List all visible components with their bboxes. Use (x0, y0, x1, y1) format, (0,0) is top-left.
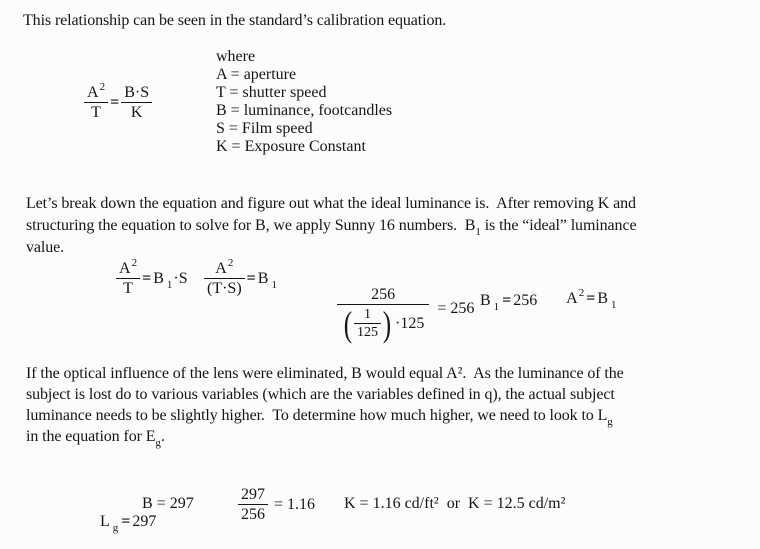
eq3c-den: 256 (238, 504, 268, 524)
where-block (216, 48, 392, 156)
where-item-exposure-constant: K = Exposure Constant (216, 138, 366, 155)
optical-line-3 (26, 405, 624, 426)
eg-subscript: g (155, 437, 161, 449)
eq2a-num-base: A (119, 260, 131, 277)
eq-297-over-256 (238, 486, 315, 525)
breakdown-line-1: Let’s break down the equation and figure out what the ideal luminance is. After removing K and (26, 195, 636, 212)
eq2a-rhs-subscript: 1 (166, 279, 173, 292)
eq1-rhs-fraction (121, 84, 152, 123)
eq2a-equals: = (142, 270, 152, 288)
eq2e-rhs-base: B (597, 290, 608, 307)
eq-b1-equals-256 (464, 274, 537, 328)
eq2a-rhs-base: B (153, 270, 164, 288)
optical-influence-paragraph (26, 363, 624, 447)
eq2b-equals: = (246, 270, 256, 288)
eq2d-value: 256 (513, 292, 538, 309)
eq2e-base: A (566, 290, 578, 307)
eq2c-times-factor: ·125 (395, 315, 425, 333)
eq1-rhs-den: K (121, 102, 152, 122)
lg-subscript: g (607, 416, 613, 428)
eq2d-equals: = (502, 292, 512, 309)
eq2b-num-exponent: 2 (227, 257, 234, 269)
eq2d-subscript: 1 (493, 301, 500, 313)
left-paren: ( (343, 304, 353, 345)
eq1-lhs-num-base: A (87, 84, 99, 101)
optical-line-2: subject is lost do to various variables (which are the variables defined in q), the actual subject (26, 386, 615, 403)
eq2c-inner-den: 125 (354, 323, 381, 341)
eq2b-num-base: A (215, 260, 227, 277)
where-item-shutter-speed: T = shutter speed (216, 84, 327, 101)
eq-a2-over-t-equals-b1s (116, 257, 188, 299)
eq-a2-equals-b1 (551, 272, 617, 326)
eq2c-inner-num: 1 (364, 307, 371, 323)
eq2e-equals: = (586, 290, 596, 307)
eq3c-result: = 1.16 (274, 496, 316, 514)
where-item-film-speed: S = Film speed (216, 120, 313, 137)
eq2e-exponent: 2 (578, 287, 585, 299)
eq2c-num: 256 (371, 286, 396, 303)
eq2c-result: = 256 (437, 300, 475, 317)
optical-line-4-post: . (160, 428, 165, 445)
eq1-equals: = (110, 94, 120, 112)
eq3a-value: 297 (132, 513, 157, 530)
eq2b-den: (T·S) (204, 278, 245, 298)
where-title: where (216, 48, 256, 65)
eq2a-den: T (116, 278, 140, 298)
where-item-luminance: B = luminance, footcandles (216, 102, 393, 119)
intro-paragraph (23, 10, 446, 32)
breakdown-paragraph (26, 193, 636, 259)
breakdown-line-2-post: is the “ideal” luminance (480, 217, 637, 234)
right-paren: ) (382, 304, 392, 345)
eq-b-equals-297: B = 297 (142, 495, 194, 512)
where-item-aperture: A = aperture (216, 66, 297, 83)
eq1-lhs-fraction (84, 81, 108, 123)
eq1-lhs-den: T (84, 102, 108, 122)
eq2b-rhs-base: B (257, 270, 269, 288)
breakdown-line-2-pre: structuring the equation to solve for B, we apply Sunny 16 numbers. B (26, 217, 476, 234)
optical-line-4 (26, 426, 624, 447)
eq1-rhs-num: B·S (124, 84, 150, 101)
optical-line-1: If the optical influence of the lens were eliminated, B would equal A². As the luminance of the (26, 365, 624, 382)
eq-k-constant-values: K = 1.16 cd/ft² or K = 12.5 cd/m² (344, 495, 566, 512)
eq-a2-over-ts-equals-b1 (204, 257, 278, 299)
eq2a-rhs-tail: ·S (173, 270, 188, 288)
eq-256-over-shutter-film (321, 268, 474, 360)
breakdown-line-3: value. (26, 239, 65, 256)
eq3c-num: 297 (241, 486, 265, 503)
optical-line-3-pre: luminance needs to be slightly higher. To determine how much higher, we need to look to L (26, 407, 608, 424)
eq2a-num-exponent: 2 (131, 257, 138, 269)
calibration-equation (84, 81, 152, 123)
eq2e-rhs-subscript: 1 (610, 299, 617, 311)
b1-subscript: 1 (475, 226, 481, 238)
eq3a-subscript: g (112, 522, 119, 534)
optical-line-4-pre: in the equation for E (26, 428, 156, 445)
eq2d-base: B (480, 292, 491, 309)
eq3a-base: L (100, 513, 110, 530)
breakdown-line-2 (26, 215, 636, 237)
eq2b-rhs-subscript: 1 (271, 279, 277, 292)
intro-text: This relationship can be seen in the standard’s calibration equation. (23, 12, 447, 29)
eq1-lhs-num-exponent: 2 (99, 81, 106, 93)
eq3a-equals: = (121, 513, 131, 530)
